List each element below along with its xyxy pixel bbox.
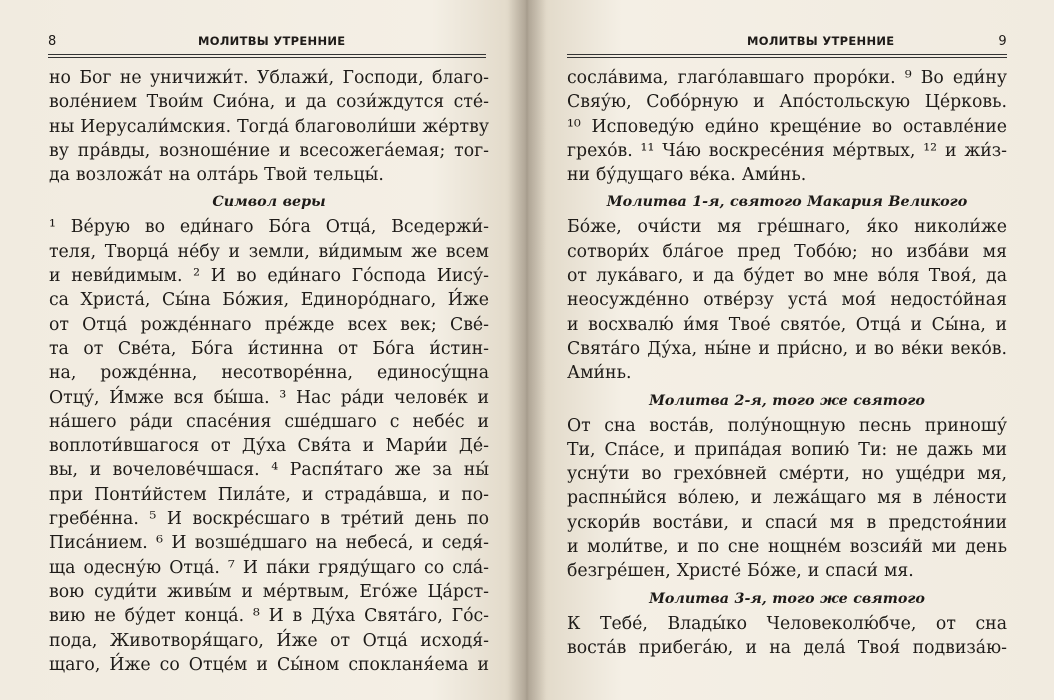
text-line: и восхвалю́ и́мя Твое́ свято́е, Отца́ и Сы́на, и (567, 314, 1007, 335)
text-line: теля, Творца́ не́бу и земли, ви́димым же всем (49, 241, 489, 262)
right-page-number: 9 (998, 34, 1007, 49)
text-line: от Отца́ рожде́ннаго пре́жде всех век; Све́- (49, 314, 489, 335)
text-line: ¹ Ве́рую во еди́наго Бо́га Отца́, Вседержи́- (49, 217, 489, 238)
left-page-number: 8 (48, 34, 57, 49)
text-line: гребе́нна. ⁵ И воскре́сшаго в тре́тий день по (49, 509, 489, 530)
text-line: Отцу́, И́мже вся бы́ша. ³ Нас ра́ди челове́к и (49, 387, 489, 408)
header-rule-double (48, 57, 486, 58)
header-rule-double (567, 57, 1007, 58)
text-line: сосла́вима, глаго́лавшаго проро́ки. ⁹ Во еди́ну (567, 68, 1007, 88)
text-line: воле́нием Твои́м Сио́на, и да сози́ждутся сте́- (49, 92, 489, 113)
prayer2-heading: Молитва 2-я, того же святого (649, 392, 925, 409)
text-line: воста́в прибега́ю, и на дела́ Твоя́ подвиза́ю- (567, 637, 1007, 658)
text-line: ны Иерусали́мския. Тогда́ благоволи́ши же́ртву (49, 116, 490, 137)
text-line: ¹⁰ Исповеду́ю еди́но креще́ние во оставле́ние (567, 116, 1007, 137)
text-line: но Бог не уничижи́т. Ублажи́, Господи, благо- (49, 68, 489, 88)
right-body-text (567, 66, 1007, 660)
left-running-head: МОЛИТВЫ УТРЕННИЕ (198, 34, 346, 48)
text-line: са Христа́, Сы́на Бо́жия, Единоро́днаго, И́же (49, 290, 489, 311)
text-line: Свята́го Ду́ха, ны́не и при́сно, и во ве́ки веко́в. (567, 338, 1007, 359)
text-line: при Понти́йстем Пила́те, и страда́вша, и по- (49, 484, 489, 505)
text-line: на, рожде́нна, несотворе́нна, единосу́щна (49, 363, 489, 384)
text-line: да возложа́т на олта́рь Твой тельцы́. (49, 165, 384, 186)
right-header (567, 34, 1007, 54)
prayer3-heading: Молитва 3-я, того же святого (649, 590, 925, 607)
text-line: усну́ти во грехо́вней сме́рти, но уще́дри мя, (567, 464, 1007, 485)
text-line: пода, Животворя́щаго, И́же от Отца́ исходя́- (49, 630, 489, 651)
text-line: щаго, И́же со Отце́м и Сы́ном спокланя́ема и (49, 654, 489, 675)
text-line: распны́йся во́лею, и лежа́щаго мя в ле́ности (567, 488, 1007, 509)
header-rule (48, 54, 486, 55)
text-line: вию не бу́дет конца́. ⁸ И в Ду́ха Свята́го, Го́с- (49, 606, 489, 627)
text-line: от лука́ваго, и да бу́дет во мне во́ля Твоя́, да (567, 266, 1007, 287)
text-line: Ти, Спа́се, и припа́дая вопию́ Ти: не дажь ми (567, 439, 1007, 460)
text-line: Свяу́ю, Собо́рную и Апо́стольскую Це́рковь. (567, 92, 1007, 113)
text-line: безгре́шен, Христе́ Бо́же, и спаси́ мя. (567, 561, 914, 582)
prayer1-heading: Молитва 1-я, святого Макария Великого (606, 194, 968, 211)
text-line: вы, и вочелове́чшася. ⁴ Распя́таго же за ны́ (49, 460, 489, 481)
right-page (527, 0, 1054, 700)
text-line: ву пра́вды, возноше́ние и всесожега́емая; тог- (49, 140, 489, 161)
left-header (48, 34, 486, 54)
text-line: вою суди́ти живы́м и ме́ртвым, Его́же Ца́рст- (49, 581, 489, 602)
text-line: и неви́димым. ² И во еди́наго Го́спода Иису́- (49, 266, 489, 287)
text-line: Ами́нь. (567, 363, 632, 384)
text-line: на́шего ра́ди спасе́ния сше́дшаго с небе́с и (49, 411, 489, 432)
text-line: От сна воста́в, полу́нощную песнь приношу́ (567, 415, 1007, 436)
text-line: ни бу́дущаго ве́ка. Ами́нь. (567, 165, 807, 186)
left-body-text (49, 66, 489, 677)
text-line: Бо́же, очи́сти мя гре́шнаго, я́ко николи́же (567, 217, 1007, 238)
text-line: сотвори́х бла́гое пред Тобо́ю; но изба́ви мя (567, 241, 1007, 262)
text-line: Писа́нием. ⁶ И возше́дшаго на небеса́, и седя́- (49, 533, 489, 554)
text-line: неосужде́нно отве́рзу уста́ моя́ недосто́йная (567, 290, 1007, 311)
section-heading-creed: Символ веры (212, 194, 326, 211)
text-line: та от Све́та, Бо́га и́стинна от Бо́га и́стин- (49, 338, 489, 359)
right-running-head: МОЛИТВЫ УТРЕННИЕ (747, 34, 895, 48)
text-line: К Тебе́, Влады́ко Человеколю́бче, от сна (567, 613, 1007, 634)
text-line: воплоти́вшагося от Ду́ха Свя́та и Мари́и Де́- (49, 436, 489, 457)
header-rule (567, 54, 1007, 55)
text-line: грехо́в. ¹¹ Ча́ю воскресе́ния ме́ртвых, ¹² и жи́з- (567, 140, 1007, 161)
text-line: ускори́в воста́ви, и спаси́ мя в предстоя́нии (567, 512, 1007, 533)
text-line: и моли́тве, и по сне нощне́м возсия́й ми день (567, 537, 1007, 558)
text-line: ща одесну́ю Отца́. ⁷ И па́ки гряду́щаго со сла́- (49, 557, 489, 578)
